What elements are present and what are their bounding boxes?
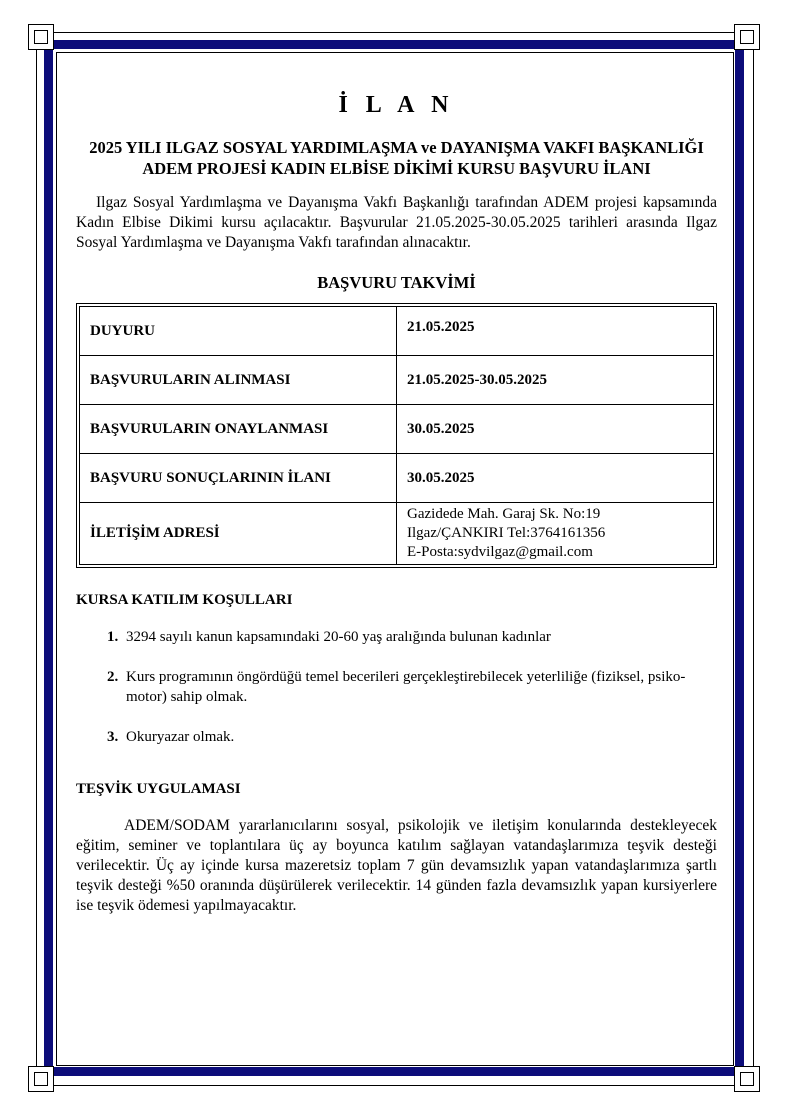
incentive-paragraph: ADEM/SODAM yararlanıcılarını sosyal, psikolojik ve iletişim konularında destekleyecek eğitim, seminer ve toplantılara üç ay boyunca katılım sağlayan vatandaşlarımıza teşvik desteği verilecektir. Üç ay içinde kursa mazeretsiz toplam 7 gün devamsızlık yapan vatandaşlarımıza şartlı teşvik desteği %50 oranında düşürülerek verilecektir. 14 günden fazla devamsızlık yapan kursiyerlere ise teşvik ödemesi yapılmayacaktır. bbox=[76, 817, 717, 914]
conditions-list bbox=[76, 627, 717, 747]
intro-paragraph: Ilgaz Sosyal Yardımlaşma ve Dayanışma Vakfı Başkanlığı tarafından ADEM projesi kapsamında Kadın Elbise Dikimi kursu açılacaktır. Başvurular 21.05.2025-30.05.2025 tarihleri arasında Ilgaz Sosyal Yardımlaşma ve Dayanışma Vakfı tarafından alınacaktır. bbox=[76, 194, 717, 251]
contact-address-line: Gazidede Mah. Garaj Sk. No:19 bbox=[407, 506, 601, 522]
frame-corner-bottom-right bbox=[734, 1066, 760, 1092]
list-item bbox=[122, 627, 717, 647]
table-row bbox=[80, 307, 714, 356]
document-body bbox=[76, 80, 717, 916]
schedule-label: DUYURU bbox=[80, 307, 397, 356]
table-row bbox=[80, 454, 714, 503]
schedule-value: 21.05.2025-30.05.2025 bbox=[397, 356, 714, 405]
table-row bbox=[80, 356, 714, 405]
incentive-title: TEŞVİK UYGULAMASI bbox=[76, 781, 241, 797]
page-title: İ L A N bbox=[338, 92, 455, 118]
schedule-value: 30.05.2025 bbox=[397, 405, 714, 454]
table-row bbox=[80, 405, 714, 454]
schedule-label: BAŞVURULARIN ALINMASI bbox=[80, 356, 397, 405]
condition-text: Kurs programının öngördüğü temel becerileri gerçekleştirebilecek yeterliliğe (fiziksel, psiko-motor) sahip olmak. bbox=[126, 669, 686, 705]
contact-label: İLETİŞİM ADRESİ bbox=[80, 503, 397, 565]
schedule-title: BAŞVURU TAKVİMİ bbox=[317, 273, 476, 292]
frame-corner-bottom-left bbox=[28, 1066, 54, 1092]
contact-email-line: E-Posta:sydvilgaz@gmail.com bbox=[407, 544, 593, 560]
condition-text: 3294 sayılı kanun kapsamındaki 20-60 yaş aralığında bulunan kadınlar bbox=[126, 629, 551, 645]
frame-corner-top-right bbox=[734, 24, 760, 50]
list-item bbox=[122, 727, 717, 747]
contact-phone-line: Ilgaz/ÇANKIRI Tel:3764161356 bbox=[407, 525, 606, 541]
schedule-table bbox=[79, 306, 714, 565]
schedule-label: BAŞVURULARIN ONAYLANMASI bbox=[80, 405, 397, 454]
schedule-value: 30.05.2025 bbox=[397, 454, 714, 503]
frame-corner-top-left bbox=[28, 24, 54, 50]
conditions-title: KURSA KATILIM KOŞULLARI bbox=[76, 592, 293, 608]
list-item bbox=[122, 667, 717, 707]
table-row bbox=[80, 503, 714, 565]
condition-text: Okuryazar olmak. bbox=[126, 729, 235, 745]
schedule-label: BAŞVURU SONUÇLARININ İLANI bbox=[80, 454, 397, 503]
contact-address bbox=[397, 503, 714, 565]
announcement-subtitle: 2025 YILI ILGAZ SOSYAL YARDIMLAŞMA ve DAYANIŞMA VAKFI BAŞKANLIĞI ADEM PROJESİ KADIN ELBİSE DİKİMİ KURSU BAŞVURU İLANI bbox=[89, 138, 704, 178]
schedule-value: 21.05.2025 bbox=[397, 307, 714, 356]
schedule-table-frame bbox=[76, 303, 717, 568]
